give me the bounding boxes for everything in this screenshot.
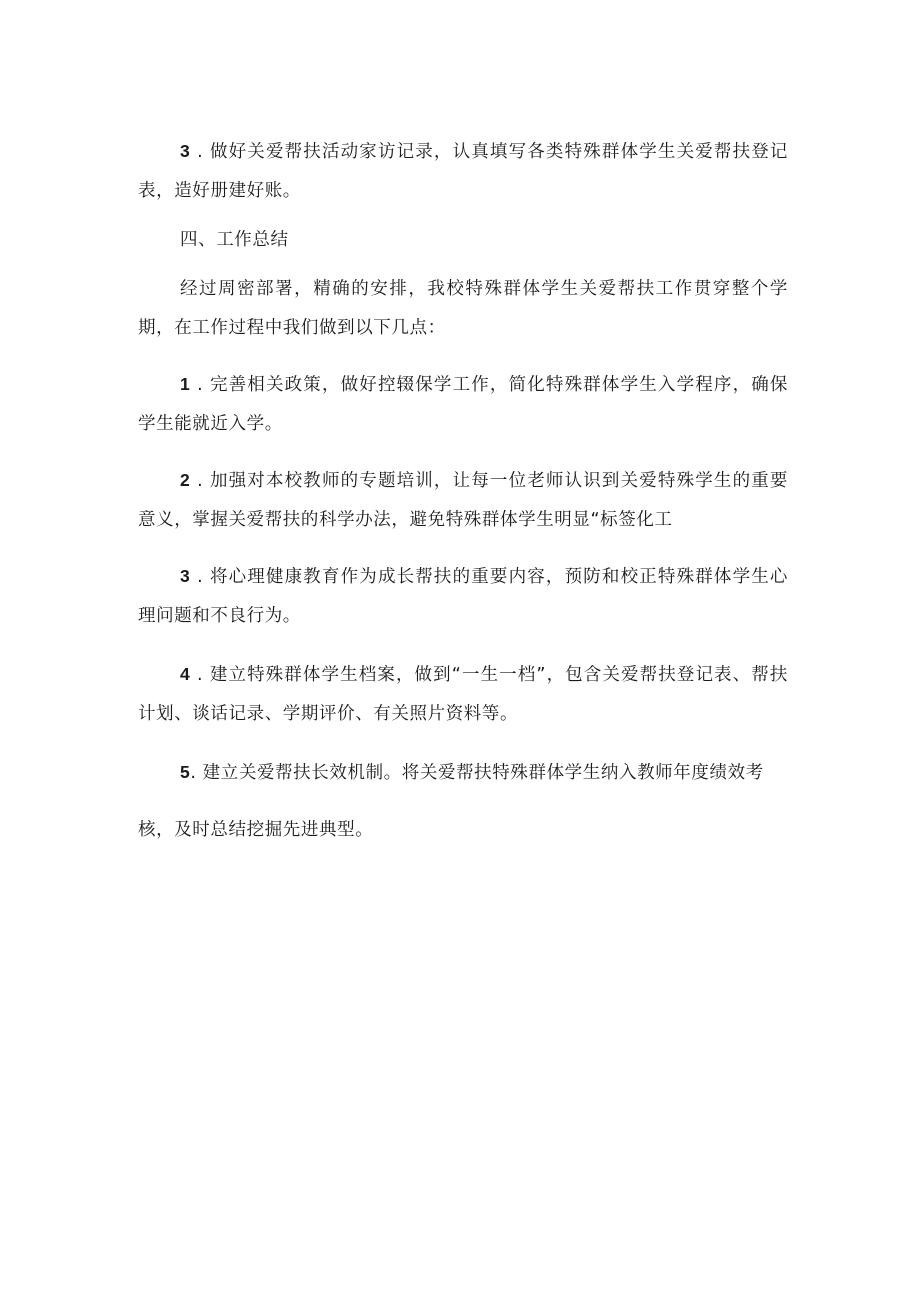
paragraph-text: . 建立特殊群体学生档案，做到“一生一档”，包含关爱帮扶登记表、帮扶计划、谈话记录、学期评价、有关照片资料等。 <box>138 665 788 724</box>
paragraph-point-1 <box>138 365 788 444</box>
paragraph-point-4 <box>138 655 788 734</box>
item-number: 2 <box>180 470 191 490</box>
paragraph-item-3-records <box>138 132 788 211</box>
item-number: 3 <box>180 566 191 586</box>
paragraph-text: . 做好关爱帮扶活动家访记录，认真填写各类特殊群体学生关爱帮扶登记表，造好册建好账。 <box>138 142 788 201</box>
heading-text: 四、工作总结 <box>180 230 289 250</box>
paragraph-text: . 完善相关政策，做好控辍保学工作，简化特殊群体学生入学程序，确保学生能就近入学。 <box>138 375 788 434</box>
document-body <box>138 132 788 850</box>
item-number: 3 <box>180 141 191 161</box>
paragraph-point-3 <box>138 557 788 636</box>
paragraph-point-5-continued <box>138 811 788 850</box>
paragraph-text-line2: 核，及时总结挖掘先进典型。 <box>138 820 374 840</box>
paragraph-summary-intro <box>138 270 788 348</box>
item-number: 4 <box>180 664 191 684</box>
section-heading-summary <box>138 221 788 260</box>
paragraph-text: 经过周密部署，精确的安排，我校特殊群体学生关爱帮扶工作贯穿整个学期，在工作过程中我们做到以下几点： <box>138 279 788 338</box>
paragraph-text: . 加强对本校教师的专题培训，让每一位老师认识到关爱特殊学生的重要意义，掌握关爱帮扶的科学办法，避免特殊群体学生明显“标签化工 <box>138 471 788 530</box>
paragraph-text-line1: . 建立关爱帮扶长效机制。将关爱帮扶特殊群体学生纳入教师年度绩效考 <box>190 763 764 783</box>
paragraph-point-5 <box>138 753 788 793</box>
item-number: 5 <box>180 762 191 782</box>
item-number: 1 <box>180 374 191 394</box>
paragraph-point-2 <box>138 461 788 540</box>
paragraph-text: . 将心理健康教育作为成长帮扶的重要内容，预防和校正特殊群体学生心理问题和不良行为。 <box>138 567 788 626</box>
